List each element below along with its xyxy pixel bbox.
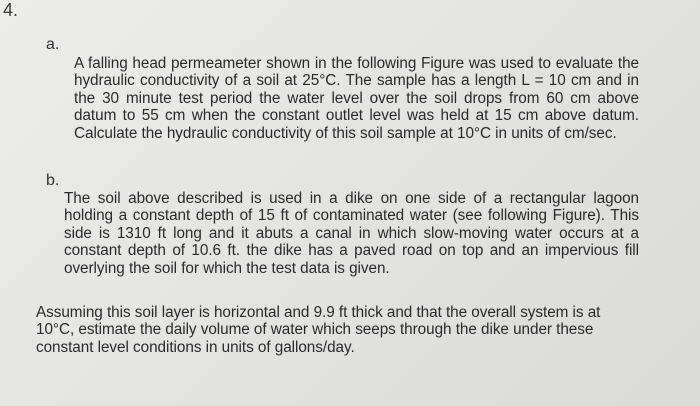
problem-number: 4. — [3, 0, 19, 20]
part-a-text: A falling head permeameter shown in the following Figure was used to evaluate the hydraulic conductivity of a soil at 25°C. The sample has a length L = 10 cm and in the 30 minute test period the water level over the soil drops from 60 cm above datum to 55 cm when the constant outlet level was held at 15 cm above datum. Calculate the hydraulic conductivity of this soil sample at 10°C in units of cm/sec. — [74, 55, 639, 142]
part-b-label: b. — [46, 172, 60, 189]
part-b-text: The soil above described is used in a dike on one side of a rectangular lagoon holding a constant depth of 15 ft of contaminated water (see following Figure). This side is 1310 ft long and it abuts a canal in which slow-moving water occurs at a constant depth of 10.6 ft. the dike has a paved road on top and an impervious fill overlying the soil for which the test data is given. — [64, 190, 639, 277]
assumption-text: Assuming this soil layer is horizontal and 9.9 ft thick and that the overall system is at 10°C, estimate the daily volume of water which seeps through the dike under these constant level conditions in units of gallons/day. — [36, 304, 601, 356]
part-a-label: a. — [46, 36, 60, 53]
